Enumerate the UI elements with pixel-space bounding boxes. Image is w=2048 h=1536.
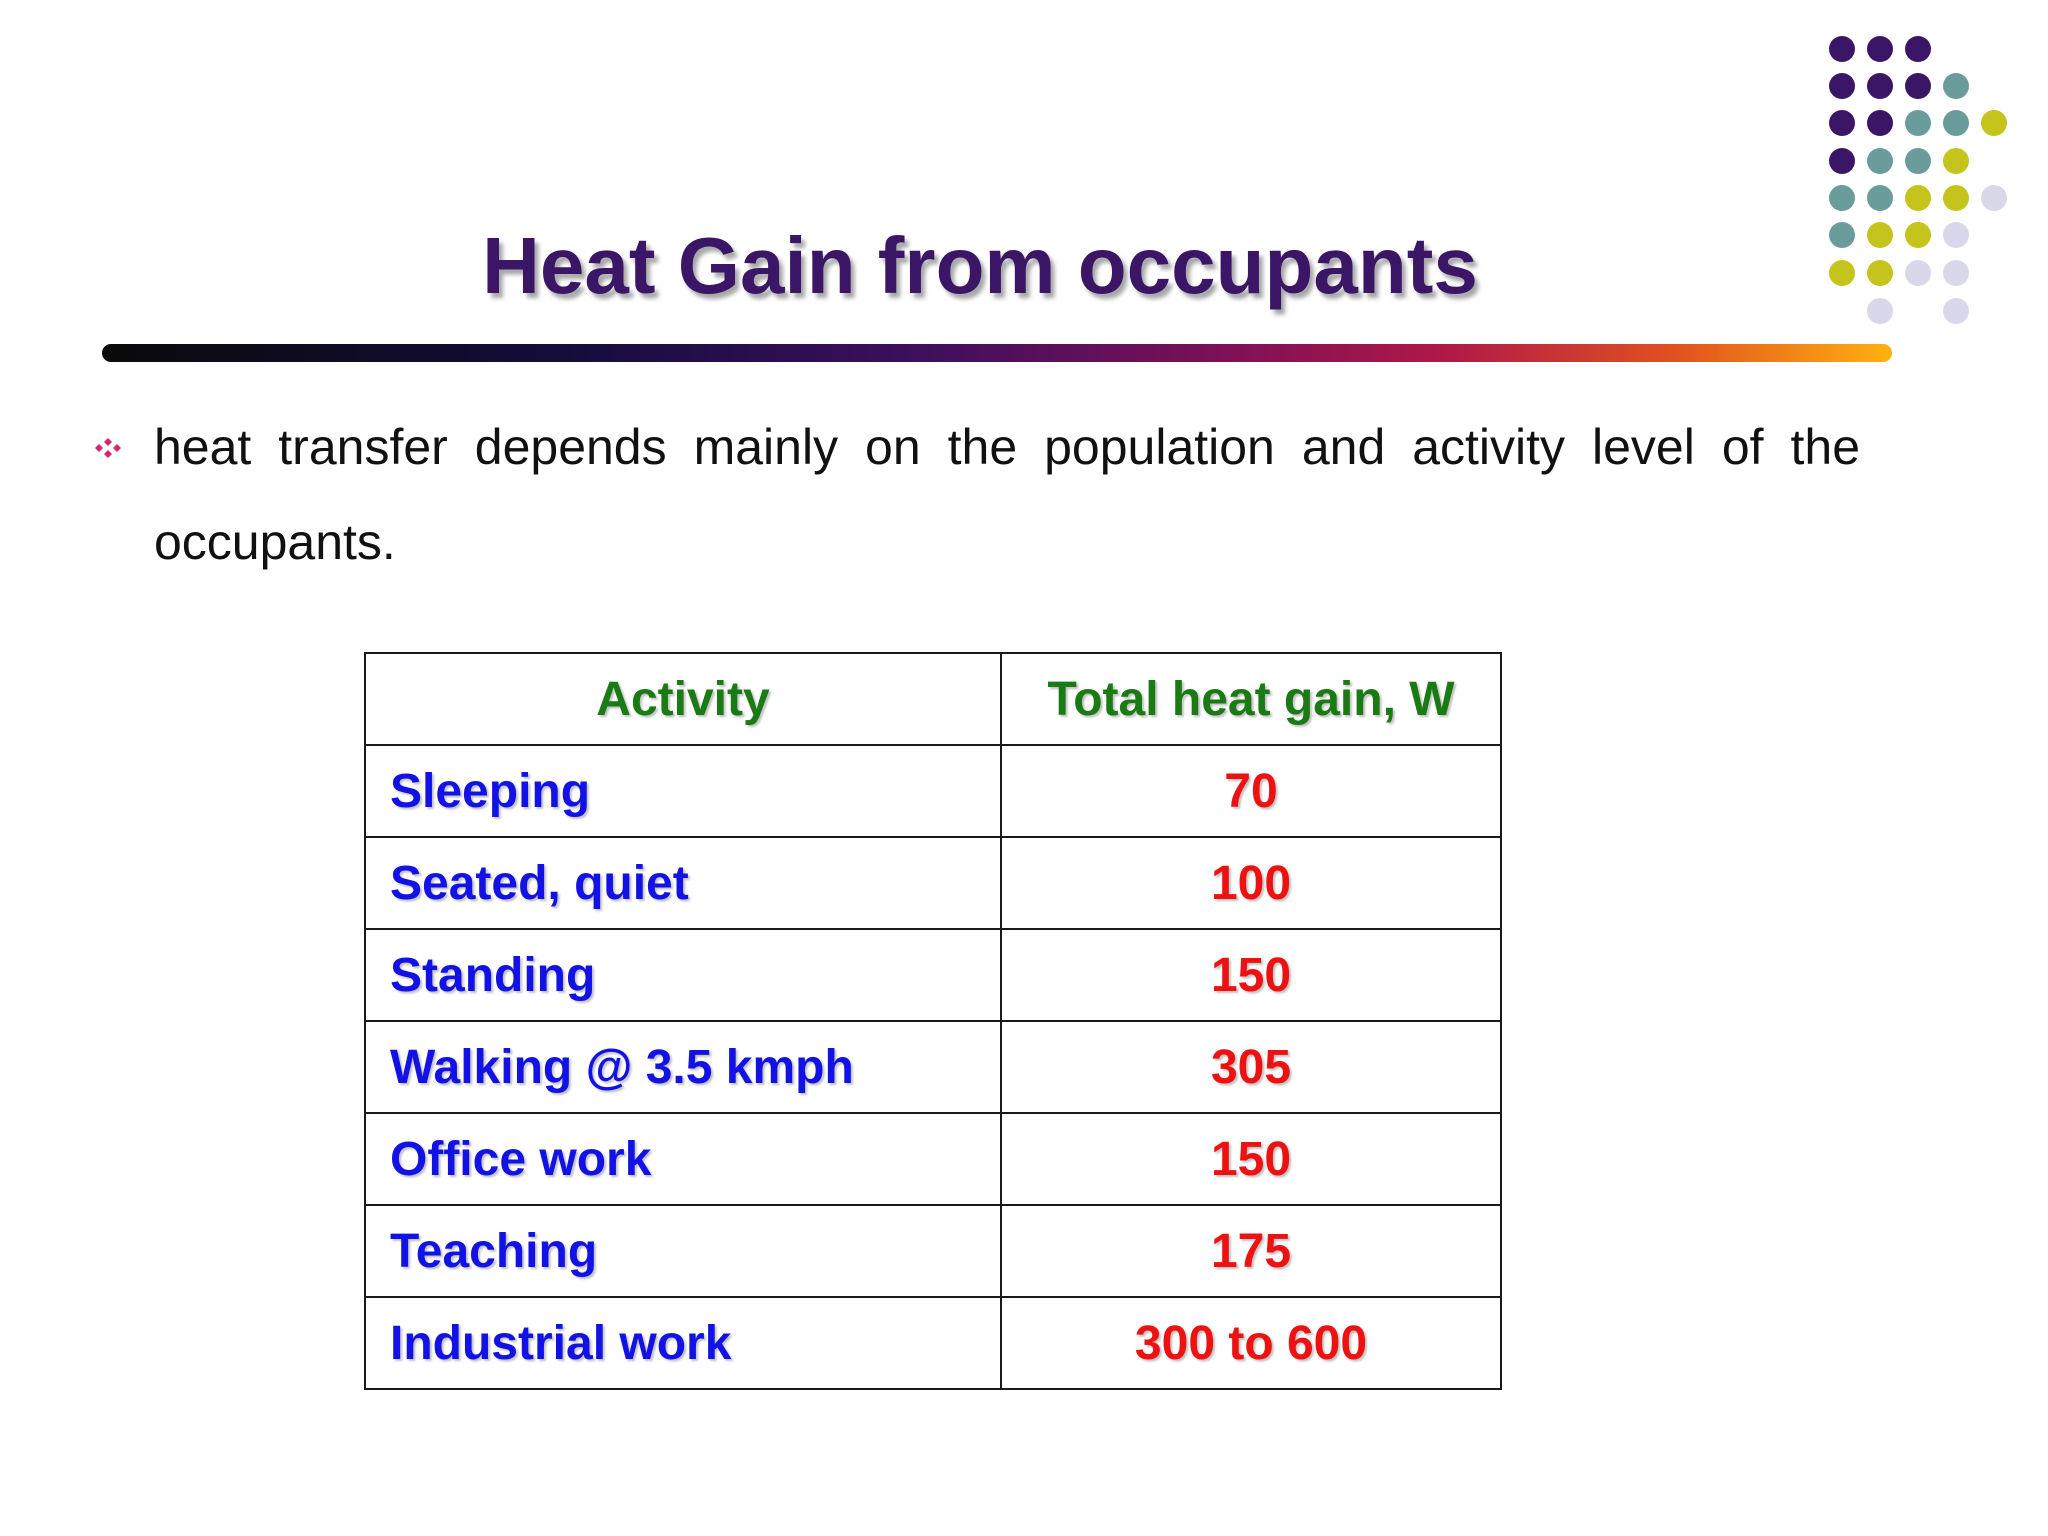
diamond-bullet-icon	[90, 430, 126, 466]
dot	[1905, 110, 1931, 136]
table-row	[365, 929, 1501, 1021]
dot	[1867, 148, 1893, 174]
dot	[1829, 148, 1855, 174]
dot-grid-decoration-icon	[0, 0, 2048, 400]
activity-cell: Industrial work	[365, 1297, 1001, 1389]
dot	[1867, 110, 1893, 136]
activity-cell: Teaching	[365, 1205, 1001, 1297]
heat-gain-table	[364, 652, 1502, 1390]
dot	[1905, 148, 1931, 174]
column-header-heat-gain: Total heat gain, W	[1001, 653, 1501, 745]
dot	[1905, 185, 1931, 211]
dot	[1829, 185, 1855, 211]
dot	[1905, 36, 1931, 62]
heat-gain-cell: 150	[1001, 1113, 1501, 1205]
dot	[1943, 185, 1969, 211]
dot	[1981, 185, 2007, 211]
activity-cell: Seated, quiet	[365, 837, 1001, 929]
dot	[1829, 36, 1855, 62]
column-header-activity: Activity	[365, 653, 1001, 745]
heat-gain-cell: 150	[1001, 929, 1501, 1021]
heat-gain-cell: 100	[1001, 837, 1501, 929]
gradient-divider-icon	[102, 344, 1892, 362]
dot	[1905, 73, 1931, 99]
heat-gain-cell: 70	[1001, 745, 1501, 837]
dot	[1943, 110, 1969, 136]
dot	[1981, 110, 2007, 136]
table-row	[365, 1021, 1501, 1113]
table-row	[365, 745, 1501, 837]
dot	[1867, 185, 1893, 211]
dot	[1829, 110, 1855, 136]
table-row	[365, 1205, 1501, 1297]
table-row	[365, 1113, 1501, 1205]
heat-gain-cell: 175	[1001, 1205, 1501, 1297]
activity-cell: Sleeping	[365, 745, 1001, 837]
dot	[1867, 73, 1893, 99]
dot	[1867, 36, 1893, 62]
dot	[1943, 73, 1969, 99]
bullet-text: heat transfer depends mainly on the population and activity level of the occupants.	[154, 419, 1860, 570]
slide-title: Heat Gain from occupants	[482, 221, 1478, 310]
dot	[1943, 148, 1969, 174]
table-row	[365, 837, 1501, 929]
activity-cell: Standing	[365, 929, 1001, 1021]
heat-gain-cell: 300 to 600	[1001, 1297, 1501, 1389]
activity-cell: Walking @ 3.5 kmph	[365, 1021, 1001, 1113]
heat-gain-cell: 305	[1001, 1021, 1501, 1113]
activity-cell: Office work	[365, 1113, 1001, 1205]
table-header-row	[365, 653, 1501, 745]
table-row	[365, 1297, 1501, 1389]
dot	[1829, 73, 1855, 99]
